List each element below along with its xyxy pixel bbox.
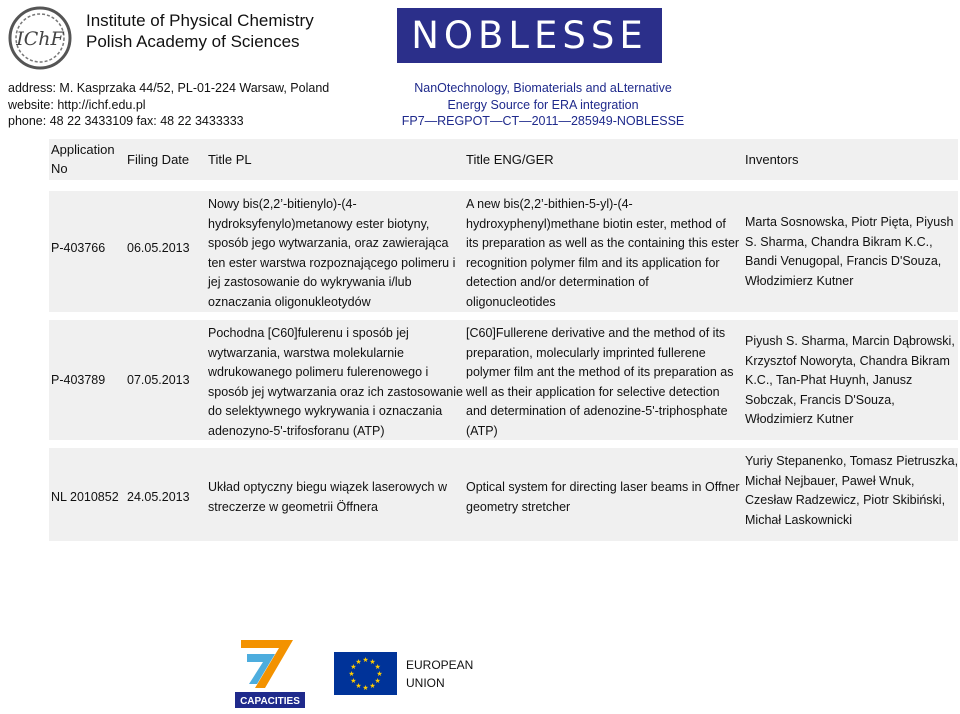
application-number: NL 2010852 bbox=[51, 490, 119, 504]
eu-star-icon: ★ bbox=[369, 682, 376, 691]
title-eng-line: geometry stretcher bbox=[466, 499, 571, 514]
eu-star-icon: ★ bbox=[350, 663, 357, 671]
title-eng-line: its preparation as well as the containing this ester bbox=[466, 236, 740, 250]
eu-star-icon: ★ bbox=[348, 670, 355, 678]
ichf-logo bbox=[6, 4, 78, 72]
filing-date: 24.05.2013 bbox=[127, 490, 190, 504]
column-header-filing-date: Filing Date bbox=[127, 152, 190, 167]
institute-name-line2: Polish Academy of Sciences bbox=[86, 32, 300, 51]
title-pl-line: Nowy bis(2,2’-bitienylo)-(4- bbox=[208, 197, 357, 211]
table-header-row bbox=[49, 139, 958, 180]
eu-label-line1: EUROPEAN bbox=[406, 658, 474, 672]
application-number: P-403766 bbox=[51, 241, 106, 255]
table-row bbox=[49, 191, 958, 312]
title-pl bbox=[208, 478, 447, 517]
title-pl-line: streczerze w geometrii Öffnera bbox=[208, 499, 378, 514]
title-pl-line: adenozyno-5'-trifosforanu (ATP) bbox=[208, 423, 385, 438]
inventors-line: S. Sharma, Chandra Bikram K.C., bbox=[745, 234, 933, 249]
title-eng-line: and determination of adenozine-5'-triphosphate bbox=[466, 404, 728, 418]
title-pl-line: Układ optyczny biegu wiązek laserowych w bbox=[208, 480, 447, 494]
project-line-3: FP7—REGPOT—CT—2011—285949-NOBLESSE bbox=[401, 114, 685, 128]
address-text: address: M. Kasprzaka 44/52, PL-01-224 Warsaw, Poland bbox=[8, 81, 330, 95]
title-pl-line: hydroksyfenylo)metanowy ester biotyny, bbox=[208, 216, 430, 231]
title-eng-line: preparation, molecularly imprinted fullerene bbox=[466, 345, 706, 360]
inventors-line: Włodzimierz Kutner bbox=[745, 412, 854, 426]
title-pl-line: wytwarzania, warstwa molekularnie bbox=[208, 345, 404, 360]
eu-flag bbox=[334, 652, 397, 695]
inventors-line: Michał Nejbauer, Paweł Wnuk, bbox=[745, 473, 915, 488]
institute-name-line1: Institute of Physical Chemistry bbox=[86, 11, 314, 30]
title-pl-line: ten ester warstwa rozpoznającego polimeru i bbox=[208, 255, 456, 270]
title-eng-line: well as their application for selective detection bbox=[466, 384, 720, 399]
inventors-line: Krzysztof Noworyta, Chandra Bikram bbox=[745, 353, 950, 368]
filing-date: 07.05.2013 bbox=[127, 373, 190, 387]
eu-label bbox=[406, 656, 473, 692]
title-eng-line: Optical system for directing laser beams in Offner bbox=[466, 480, 740, 494]
inventors-line: Yuriy Stepanenko, Tomasz Pietruszka, bbox=[745, 454, 959, 468]
title-pl-line: sposób jego wytwarzania, oraz zawierająca bbox=[208, 236, 449, 250]
title-pl-line: wdrukowanego polimeru fulerenowego i bbox=[208, 365, 429, 379]
filing-date: 06.05.2013 bbox=[127, 241, 190, 255]
website-link[interactable]: website: http://ichf.edu.pl bbox=[8, 97, 146, 112]
inventors-line: K.C., Tan-Phat Huynh, Janusz bbox=[745, 373, 913, 387]
inventors-line: Michał Laskownicki bbox=[745, 512, 852, 527]
title-eng-line: recognition polymer film and its application for bbox=[466, 255, 720, 270]
inventors-line: Czesław Radzewicz, Piotr Skibiński, bbox=[745, 493, 946, 507]
inventors bbox=[745, 332, 955, 430]
title-pl-line: sposób jej wytwarzania oraz ich zastosowanie bbox=[208, 384, 463, 399]
eu-star-icon: ★ bbox=[355, 657, 362, 666]
project-line-1: NanOtechnology, Biomaterials and aLternative bbox=[414, 81, 672, 95]
title-eng-line: [C60]Fullerene derivative and the method of its bbox=[466, 326, 726, 340]
title-eng-line: oligonucleotides bbox=[466, 294, 556, 309]
ichf-logo-text: IChF bbox=[16, 28, 64, 50]
inventors-line: Bandi Venugopal, Francis D'Souza, bbox=[745, 254, 942, 268]
title-pl-line: jej zastosowanie do wykrywania i/lub bbox=[208, 275, 412, 289]
title-eng-line: polymer film ant the method of its preparation as bbox=[466, 365, 734, 379]
fp7-logo bbox=[231, 632, 309, 712]
column-header-application-no: Application No bbox=[51, 142, 115, 176]
eu-label-line2: UNION bbox=[406, 676, 445, 690]
title-pl-line: do selektywnego wykrywania i oznaczania bbox=[208, 404, 443, 418]
table-row bbox=[49, 320, 958, 440]
project-description bbox=[398, 80, 688, 130]
fp7-label: CAPACITIES bbox=[240, 696, 300, 707]
eu-star-icon: ★ bbox=[374, 677, 381, 685]
column-header-title-eng: Title ENG/GER bbox=[466, 152, 554, 167]
table-row bbox=[49, 448, 958, 541]
column-header-inventors: Inventors bbox=[745, 152, 799, 167]
inventors-line: Sobczak, Francis D'Souza, bbox=[745, 392, 895, 407]
noblesse-logo-text: NOBLESSE bbox=[411, 14, 648, 57]
column-header-title-pl: Title PL bbox=[208, 152, 252, 167]
title-pl bbox=[208, 195, 455, 312]
eu-star-icon: ★ bbox=[362, 656, 369, 664]
title-eng-line: hydroxyphenyl)methane biotin ester, method of bbox=[466, 216, 726, 231]
inventors-line: Piyush S. Sharma, Marcin Dąbrowski, bbox=[745, 334, 955, 348]
inventors bbox=[745, 452, 958, 530]
title-eng-line: A new bis(2,2’-bithien-5-yl)-(4- bbox=[466, 197, 633, 211]
inventors-line: Włodzimierz Kutner bbox=[745, 273, 854, 288]
title-eng bbox=[466, 195, 739, 312]
contact-info bbox=[8, 80, 329, 130]
project-line-2: Energy Source for ERA integration bbox=[447, 97, 639, 112]
eu-star-icon: ★ bbox=[369, 657, 376, 666]
title-eng bbox=[466, 478, 740, 517]
title-pl-line: oznaczania oligonukleotydów bbox=[208, 294, 371, 309]
eu-star-icon: ★ bbox=[362, 684, 369, 692]
title-pl bbox=[208, 324, 463, 441]
inventors-line: Marta Sosnowska, Piotr Pięta, Piyush bbox=[745, 215, 954, 229]
noblesse-logo bbox=[397, 8, 662, 63]
phone-fax-text: phone: 48 22 3433109 fax: 48 22 3433333 bbox=[8, 114, 244, 128]
institute-name bbox=[86, 10, 314, 52]
title-pl-line: Pochodna [C60]fulerenu i sposób jej bbox=[208, 326, 409, 340]
title-eng-line: (ATP) bbox=[466, 423, 498, 438]
inventors bbox=[745, 213, 953, 291]
eu-star-icon: ★ bbox=[374, 663, 381, 671]
eu-star-icon: ★ bbox=[350, 677, 357, 685]
eu-star-icon: ★ bbox=[376, 670, 383, 678]
title-eng bbox=[466, 324, 734, 441]
title-eng-line: detection and/or determination of bbox=[466, 275, 649, 289]
eu-star-icon: ★ bbox=[355, 682, 362, 691]
application-number: P-403789 bbox=[51, 373, 106, 387]
